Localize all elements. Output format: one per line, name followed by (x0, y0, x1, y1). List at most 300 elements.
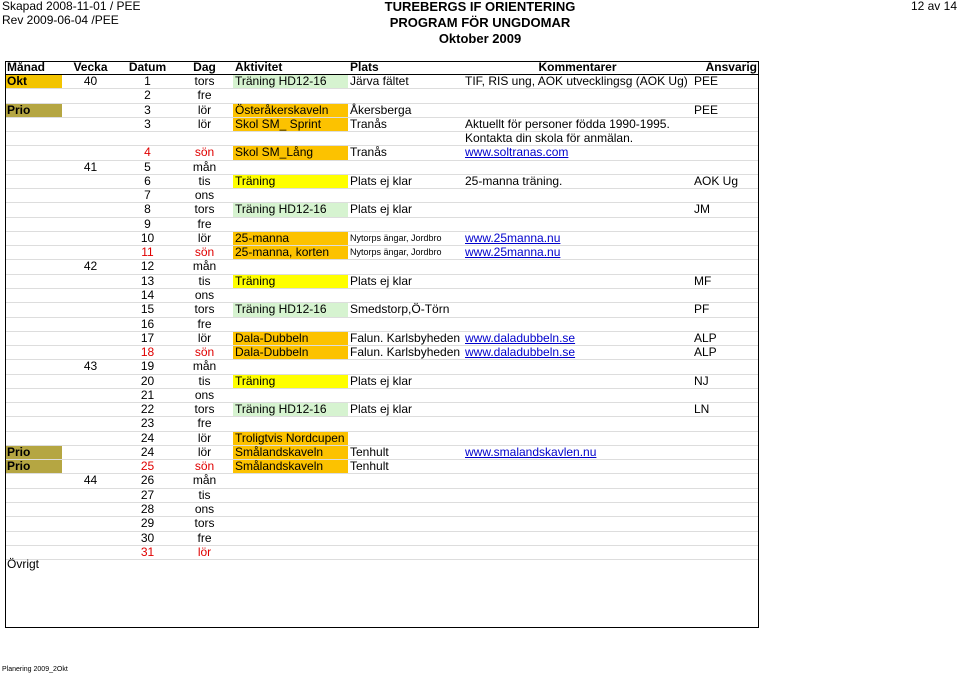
cell-aktivitet (233, 132, 348, 146)
table-row (5, 445, 759, 459)
table-row (5, 274, 759, 288)
cell-plats (348, 502, 463, 516)
cell-manad (5, 160, 62, 174)
col-header: Kommentarer (463, 61, 692, 75)
cell-plats: Tenhult (348, 460, 463, 474)
cell-ansvarig (692, 217, 759, 231)
cell-datum: 2 (119, 89, 176, 103)
col-header: Vecka (62, 61, 119, 75)
cell-datum: 30 (119, 531, 176, 545)
cell-plats: Nytorps ängar, Jordbro (348, 231, 463, 245)
cell-kommentar (463, 488, 692, 502)
cell-manad (5, 231, 62, 245)
table-row (5, 246, 759, 260)
program-title: PROGRAM FÖR UNGDOMAR (389, 15, 571, 30)
page-number: 12 av 14 (910, 0, 957, 13)
col-header: Ansvarig (692, 61, 759, 75)
cell-manad (5, 288, 62, 302)
cell-kommentar: TIF, RIS ung, AOK utvecklingsg (AOK Ug) (463, 75, 692, 89)
cell-vecka (62, 488, 119, 502)
cell-aktivitet: Skol SM_Lång (233, 146, 348, 160)
cell-vecka: 42 (62, 260, 119, 274)
created-text: Skapad 2008-11-01 / PEE (2, 0, 141, 13)
table-row (5, 189, 759, 203)
cell-ansvarig (692, 531, 759, 545)
cell-aktivitet (233, 317, 348, 331)
cell-ansvarig (692, 360, 759, 374)
cell-kommentar (463, 260, 692, 274)
cell-vecka (62, 317, 119, 331)
table-row (5, 217, 759, 231)
header-center (0, 0, 960, 47)
footer-text: Planering 2009_2Okt (2, 666, 68, 673)
cell-vecka (62, 231, 119, 245)
cell-dag: tors (176, 203, 233, 217)
cell-plats (348, 288, 463, 302)
cell-aktivitet (233, 217, 348, 231)
cell-kommentar (463, 217, 692, 231)
cell-dag: sön (176, 460, 233, 474)
cell-datum: 26 (119, 474, 176, 488)
cell-kommentar (463, 103, 692, 117)
cell-dag: tis (176, 488, 233, 502)
cell-aktivitet (233, 288, 348, 302)
cell-dag: sön (176, 346, 233, 360)
cell-ansvarig (692, 517, 759, 531)
cell-dag: tors (176, 403, 233, 417)
cell-plats (348, 388, 463, 402)
cell-dag: fre (176, 417, 233, 431)
cell-dag: tors (176, 303, 233, 317)
cell-plats (348, 89, 463, 103)
cell-komm-link[interactable]: www.daladubbeln.se (463, 331, 692, 345)
table-row (5, 417, 759, 431)
cell-ansvarig (692, 317, 759, 331)
cell-dag: lör (176, 445, 233, 459)
cell-plats: Plats ej klar (348, 203, 463, 217)
cell-vecka (62, 189, 119, 203)
col-header: Datum (119, 61, 176, 75)
cell-manad (5, 146, 62, 160)
cell-datum: 12 (119, 260, 176, 274)
cell-vecka (62, 346, 119, 360)
schedule-table (5, 61, 759, 560)
cell-datum: 18 (119, 346, 176, 360)
cell-dag: lör (176, 103, 233, 117)
cell-vecka (62, 374, 119, 388)
col-header: Dag (176, 61, 233, 75)
cell-dag: lör (176, 545, 233, 559)
cell-plats: Smedstorp,Ö-Törn (348, 303, 463, 317)
cell-kommentar (463, 374, 692, 388)
cell-aktivitet: Träning HD12-16 (233, 75, 348, 89)
cell-dag: ons (176, 189, 233, 203)
cell-aktivitet: Träning HD12-16 (233, 303, 348, 317)
cell-aktivitet: Träning (233, 374, 348, 388)
cell-aktivitet: Träning (233, 174, 348, 188)
cell-datum: 28 (119, 502, 176, 516)
cell-datum: 25 (119, 460, 176, 474)
cell-aktivitet: Österåkerskaveln (233, 103, 348, 117)
cell-vecka (62, 431, 119, 445)
cell-datum: 1 (119, 75, 176, 89)
cell-komm-link[interactable]: www.25manna.nu (463, 246, 692, 260)
cell-kommentar (463, 189, 692, 203)
table-row (5, 474, 759, 488)
cell-ansvarig (692, 160, 759, 174)
cell-aktivitet (233, 260, 348, 274)
cell-dag: mån (176, 474, 233, 488)
cell-plats (348, 517, 463, 531)
cell-aktivitet: Dala-Dubbeln (233, 331, 348, 345)
cell-plats: Nytorps ängar, Jordbro (348, 246, 463, 260)
cell-ansvarig (692, 388, 759, 402)
cell-kommentar (463, 460, 692, 474)
cell-aktivitet (233, 531, 348, 545)
cell-vecka: 41 (62, 160, 119, 174)
cell-vecka (62, 132, 119, 146)
cell-kommentar (463, 274, 692, 288)
cell-aktivitet (233, 388, 348, 402)
cell-manad (5, 132, 62, 146)
cell-datum: 31 (119, 545, 176, 559)
cell-kommentar: Aktuellt för personer födda 1990-1995. (463, 117, 692, 131)
cell-kommentar (463, 474, 692, 488)
cell-dag: sön (176, 146, 233, 160)
cell-dag: sön (176, 246, 233, 260)
cell-kommentar (463, 160, 692, 174)
cell-manad (5, 360, 62, 374)
table-row (5, 146, 759, 160)
cell-kommentar: 25-manna träning. (463, 174, 692, 188)
cell-plats: Plats ej klar (348, 374, 463, 388)
cell-kommentar (463, 531, 692, 545)
cell-aktivitet: Träning HD12-16 (233, 403, 348, 417)
cell-ansvarig (692, 231, 759, 245)
table-header-row (5, 61, 759, 75)
cell-manad (5, 331, 62, 345)
cell-aktivitet: Troligtvis Nordcupen (233, 431, 348, 445)
cell-dag: ons (176, 288, 233, 302)
cell-ansvarig: PEE (692, 103, 759, 117)
cell-aktivitet: Dala-Dubbeln (233, 346, 348, 360)
ovrigt-label: Övrigt (7, 557, 40, 571)
cell-ansvarig: PF (692, 303, 759, 317)
cell-manad (5, 246, 62, 260)
cell-manad (5, 474, 62, 488)
cell-vecka (62, 117, 119, 131)
table-row (5, 203, 759, 217)
cell-datum: 17 (119, 331, 176, 345)
cell-datum: 21 (119, 388, 176, 402)
cell-ansvarig (692, 488, 759, 502)
cell-datum: 22 (119, 403, 176, 417)
cell-vecka (62, 331, 119, 345)
cell-manad (5, 217, 62, 231)
cell-ansvarig (692, 146, 759, 160)
cell-datum: 6 (119, 174, 176, 188)
cell-plats: Plats ej klar (348, 174, 463, 188)
cell-aktivitet: 25-manna, korten (233, 246, 348, 260)
cell-ansvarig (692, 545, 759, 559)
cell-datum: 8 (119, 203, 176, 217)
cell-kommentar (463, 388, 692, 402)
cell-manad (5, 417, 62, 431)
cell-vecka: 43 (62, 360, 119, 374)
cell-manad (5, 431, 62, 445)
cell-dag: mån (176, 360, 233, 374)
cell-datum: 7 (119, 189, 176, 203)
cell-dag (176, 132, 233, 146)
cell-aktivitet: Träning HD12-16 (233, 203, 348, 217)
cell-aktivitet (233, 488, 348, 502)
cell-aktivitet (233, 474, 348, 488)
cell-plats (348, 160, 463, 174)
cell-vecka: 44 (62, 474, 119, 488)
cell-kommentar (463, 502, 692, 516)
table-row (5, 531, 759, 545)
cell-datum: 24 (119, 445, 176, 459)
cell-datum: 4 (119, 146, 176, 160)
cell-plats (348, 317, 463, 331)
cell-datum: 16 (119, 317, 176, 331)
cell-datum: 9 (119, 217, 176, 231)
cell-ansvarig (692, 474, 759, 488)
cell-komm-link[interactable]: www.soltranas.com (463, 146, 692, 160)
cell-vecka (62, 217, 119, 231)
table-row (5, 160, 759, 174)
table-row (5, 89, 759, 103)
cell-kommentar: Kontakta din skola för anmälan. (463, 132, 692, 146)
cell-vecka (62, 274, 119, 288)
cell-manad (5, 174, 62, 188)
cell-manad: Prio (5, 103, 62, 117)
table-row (5, 75, 759, 89)
cell-manad (5, 346, 62, 360)
cell-vecka (62, 89, 119, 103)
table-row (5, 260, 759, 274)
cell-manad: Prio (5, 445, 62, 459)
cell-datum: 27 (119, 488, 176, 502)
cell-dag: mån (176, 160, 233, 174)
cell-datum: 15 (119, 303, 176, 317)
cell-manad (5, 488, 62, 502)
cell-vecka (62, 460, 119, 474)
cell-manad (5, 502, 62, 516)
cell-komm-link[interactable]: www.daladubbeln.se (463, 346, 692, 360)
cell-plats: Tranås (348, 117, 463, 131)
cell-vecka (62, 103, 119, 117)
cell-manad (5, 274, 62, 288)
cell-plats: Falun. Karlsbyheden (348, 331, 463, 345)
table-row (5, 388, 759, 402)
cell-dag: tors (176, 517, 233, 531)
cell-aktivitet (233, 517, 348, 531)
cell-plats (348, 488, 463, 502)
cell-datum: 23 (119, 417, 176, 431)
table-row (5, 360, 759, 374)
table-row (5, 517, 759, 531)
cell-ansvarig: LN (692, 403, 759, 417)
cell-manad (5, 531, 62, 545)
cell-manad: Prio (5, 460, 62, 474)
cell-manad (5, 388, 62, 402)
table-row (5, 174, 759, 188)
table-row (5, 117, 759, 131)
cell-manad: Okt (5, 75, 62, 89)
cell-dag: ons (176, 502, 233, 516)
cell-dag: lör (176, 431, 233, 445)
cell-datum (119, 132, 176, 146)
cell-manad (5, 203, 62, 217)
cell-plats (348, 189, 463, 203)
cell-kommentar (463, 403, 692, 417)
cell-dag: tis (176, 274, 233, 288)
cell-aktivitet (233, 360, 348, 374)
col-header: Plats (348, 61, 463, 75)
cell-manad (5, 374, 62, 388)
table-row (5, 303, 759, 317)
revised-text: Rev 2009-06-04 /PEE (2, 13, 119, 27)
cell-dag: fre (176, 531, 233, 545)
cell-ansvarig: AOK Ug (692, 174, 759, 188)
cell-kommentar (463, 360, 692, 374)
cell-ansvarig (692, 89, 759, 103)
cell-aktivitet: Smålandskaveln (233, 460, 348, 474)
cell-manad (5, 260, 62, 274)
cell-plats (348, 474, 463, 488)
cell-dag: lör (176, 231, 233, 245)
cell-kommentar (463, 417, 692, 431)
cell-dag: tis (176, 374, 233, 388)
cell-datum: 14 (119, 288, 176, 302)
cell-plats (348, 417, 463, 431)
cell-datum: 11 (119, 246, 176, 260)
cell-plats (348, 132, 463, 146)
cell-plats (348, 531, 463, 545)
cell-ansvarig: ALP (692, 346, 759, 360)
table-row (5, 502, 759, 516)
cell-manad (5, 303, 62, 317)
cell-dag: mån (176, 260, 233, 274)
cell-ansvarig (692, 460, 759, 474)
cell-vecka (62, 417, 119, 431)
cell-ansvarig (692, 189, 759, 203)
cell-aktivitet: Smålandskaveln (233, 445, 348, 459)
cell-plats (348, 360, 463, 374)
cell-datum: 20 (119, 374, 176, 388)
cell-vecka (62, 303, 119, 317)
cell-datum: 10 (119, 231, 176, 245)
cell-komm-link[interactable]: www.smalandskavlen.nu (463, 445, 692, 459)
cell-manad (5, 317, 62, 331)
month-title: Oktober 2009 (438, 31, 522, 46)
cell-manad (5, 517, 62, 531)
cell-aktivitet: Träning (233, 274, 348, 288)
cell-plats: Åkersberga (348, 103, 463, 117)
cell-ansvarig (692, 431, 759, 445)
cell-ansvarig: ALP (692, 331, 759, 345)
cell-manad (5, 89, 62, 103)
table-row (5, 132, 759, 146)
cell-vecka (62, 403, 119, 417)
cell-vecka (62, 203, 119, 217)
cell-aktivitet: 25-manna (233, 231, 348, 245)
cell-dag: tis (176, 174, 233, 188)
cell-dag: fre (176, 89, 233, 103)
cell-vecka (62, 246, 119, 260)
cell-aktivitet (233, 417, 348, 431)
table-row (5, 374, 759, 388)
cell-manad (5, 403, 62, 417)
cell-kommentar (463, 317, 692, 331)
cell-vecka (62, 545, 119, 559)
cell-ansvarig (692, 246, 759, 260)
cell-dag: fre (176, 217, 233, 231)
cell-kommentar (463, 517, 692, 531)
cell-datum: 24 (119, 431, 176, 445)
cell-datum: 5 (119, 160, 176, 174)
cell-plats (348, 545, 463, 559)
cell-vecka (62, 445, 119, 459)
cell-dag: ons (176, 388, 233, 402)
cell-dag: lör (176, 331, 233, 345)
cell-datum: 3 (119, 103, 176, 117)
cell-ansvarig: JM (692, 203, 759, 217)
table-row (5, 331, 759, 345)
cell-manad (5, 189, 62, 203)
cell-plats: Plats ej klar (348, 274, 463, 288)
cell-vecka: 40 (62, 75, 119, 89)
cell-plats (348, 217, 463, 231)
cell-komm-link[interactable]: www.25manna.nu (463, 231, 692, 245)
cell-plats: Tenhult (348, 445, 463, 459)
cell-plats: Järva fältet (348, 75, 463, 89)
cell-vecka (62, 146, 119, 160)
cell-kommentar (463, 203, 692, 217)
table-row (5, 460, 759, 474)
cell-kommentar (463, 288, 692, 302)
cell-ansvarig (692, 117, 759, 131)
cell-kommentar (463, 303, 692, 317)
table-row (5, 431, 759, 445)
cell-kommentar (463, 545, 692, 559)
cell-plats: Tranås (348, 146, 463, 160)
table-row (5, 103, 759, 117)
cell-vecka (62, 174, 119, 188)
cell-kommentar (463, 431, 692, 445)
cell-plats: Falun. Karlsbyheden (348, 346, 463, 360)
col-header: Månad (5, 61, 62, 75)
cell-ansvarig: NJ (692, 374, 759, 388)
cell-ansvarig (692, 260, 759, 274)
cell-vecka (62, 288, 119, 302)
table-row (5, 288, 759, 302)
cell-plats: Plats ej klar (348, 403, 463, 417)
cell-aktivitet (233, 545, 348, 559)
table-row (5, 346, 759, 360)
cell-dag: tors (176, 75, 233, 89)
cell-plats (348, 260, 463, 274)
table-row (5, 317, 759, 331)
cell-vecka (62, 388, 119, 402)
cell-aktivitet (233, 502, 348, 516)
cell-ansvarig (692, 417, 759, 431)
cell-ansvarig (692, 502, 759, 516)
cell-dag: lör (176, 117, 233, 131)
cell-ansvarig: MF (692, 274, 759, 288)
table-row (5, 545, 759, 559)
